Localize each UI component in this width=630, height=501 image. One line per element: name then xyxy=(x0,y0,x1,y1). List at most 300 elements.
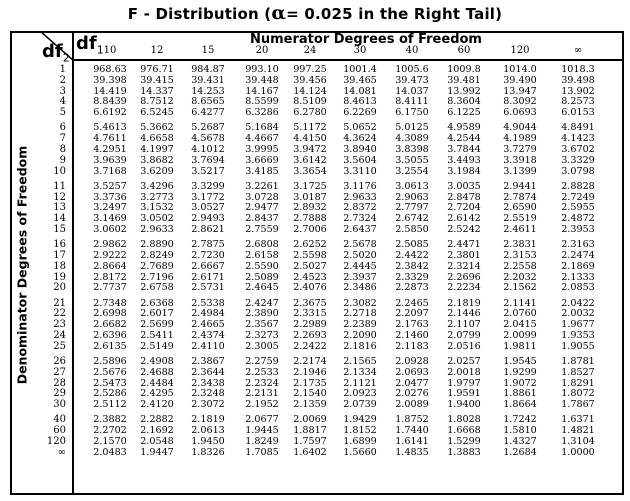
table-cell: 4.4150 xyxy=(293,133,327,145)
table-cell: 2.2097 xyxy=(395,308,429,320)
table-cell: 2.2693 xyxy=(293,330,327,341)
table-cell: 2.1141 xyxy=(503,297,537,309)
table-cell: 3.6669 xyxy=(245,154,279,166)
table-cell: 2.2032 xyxy=(503,271,537,283)
table-cell: 4.6658 xyxy=(140,133,174,145)
table-cell: 2.2533 xyxy=(245,366,279,378)
table-cell: 2.1946 xyxy=(293,366,327,378)
table-cell: 1.7440 xyxy=(395,425,429,437)
table-cell: 1.4327 xyxy=(503,436,537,447)
table-cell: 2.5149 xyxy=(140,340,174,352)
table-cell: 2.5473 xyxy=(93,377,127,389)
table-cell: 3.2773 xyxy=(140,191,174,203)
table-cell: 2.3163 xyxy=(561,239,595,251)
table-cell: 1.6371 xyxy=(561,414,595,426)
table-cell: 2.9222 xyxy=(93,250,127,261)
table-cell: 14.253 xyxy=(191,85,225,97)
table-cell: 2.6998 xyxy=(93,308,127,320)
row-label: 5 xyxy=(59,107,66,119)
table-cell: 2.1460 xyxy=(395,330,429,341)
row-label: 13 xyxy=(53,202,66,214)
table-cell: 1.9400 xyxy=(447,399,481,411)
table-cell: 2.3315 xyxy=(293,308,327,320)
table-cell: 1.6402 xyxy=(293,446,327,458)
table-cell: 3.1725 xyxy=(293,180,327,192)
table-cell: 4.1012 xyxy=(191,144,225,155)
table-cell: 6.1225 xyxy=(447,107,481,119)
table-cell: 1009.8 xyxy=(447,64,481,75)
table-cell: 2.6437 xyxy=(343,224,377,235)
table-cell: 39.415 xyxy=(140,74,174,86)
table-cell: 2.2090 xyxy=(343,330,377,341)
table-cell: 1.8152 xyxy=(343,425,377,437)
table-cell: 2.5085 xyxy=(395,239,429,251)
table-cell: 2.6742 xyxy=(395,213,429,225)
table-cell: 2.7249 xyxy=(561,191,595,203)
row-label: 30 xyxy=(53,399,66,411)
table-cell: 1.8291 xyxy=(561,377,595,389)
table-cell: 2.1121 xyxy=(343,377,377,389)
table-cell: 2.3214 xyxy=(447,260,481,272)
row-label: 23 xyxy=(53,319,66,331)
table-cell: 2.7230 xyxy=(191,250,225,261)
table-cell: 2.1540 xyxy=(293,388,327,400)
row-label: 40 xyxy=(53,414,66,426)
table-cell: 3.8940 xyxy=(343,144,377,155)
table-cell: 2.5519 xyxy=(503,213,537,225)
row-label: 10 xyxy=(53,165,66,177)
table-cell: 3.0728 xyxy=(245,191,279,203)
table-cell: 3.1772 xyxy=(191,191,225,203)
row-label: 120 xyxy=(46,436,66,447)
table-cell: 2.0739 xyxy=(343,399,377,411)
table-cell: 2.3153 xyxy=(503,250,537,261)
table-cell: 13.902 xyxy=(561,85,595,97)
table-cell: 2.4688 xyxy=(140,366,174,378)
table-cell: 6.0693 xyxy=(503,107,537,119)
row-label: ∞ xyxy=(57,446,66,458)
table-cell: 1.9299 xyxy=(503,366,537,378)
table-cell: 2.7737 xyxy=(93,282,127,294)
table-cell: 2.0032 xyxy=(561,308,595,320)
table-cell: 1.9591 xyxy=(447,388,481,400)
table-cell: 2.2131 xyxy=(245,388,279,400)
table-cell: 2.0069 xyxy=(293,414,327,426)
table-cell: 2.1819 xyxy=(447,297,481,309)
table-cell: 3.9472 xyxy=(293,144,327,155)
table-cell: 14.337 xyxy=(140,85,174,97)
table-cell: 2.5598 xyxy=(293,250,327,261)
table-cell: 8.8439 xyxy=(93,96,127,108)
table-cell: 39.456 xyxy=(293,74,327,86)
table-cell: 2.5089 xyxy=(245,271,279,283)
row-label: 16 xyxy=(53,239,66,251)
table-cell: 2.5731 xyxy=(191,282,225,294)
table-cell: 3.4296 xyxy=(140,180,174,192)
table-cell: 5.4613 xyxy=(93,122,127,134)
table-cell: 2.6590 xyxy=(503,202,537,214)
table-cell: 4.1989 xyxy=(503,133,537,145)
table-cell: 984.87 xyxy=(191,64,225,75)
table-cell: 6.1750 xyxy=(395,107,429,119)
table-cell: 3.0502 xyxy=(140,213,174,225)
table-cell: 6.5245 xyxy=(140,107,174,119)
table-cell: 4.1423 xyxy=(561,133,595,145)
table-cell: 1.8861 xyxy=(503,388,537,400)
table-cell: 1018.3 xyxy=(561,64,595,75)
table-cell: 14.124 xyxy=(293,85,327,97)
row-label: 21 xyxy=(53,297,66,309)
table-cell: 2.8932 xyxy=(293,202,327,214)
table-cell: 2.3842 xyxy=(395,260,429,272)
table-cell: 2.0760 xyxy=(503,308,537,320)
table-cell: 2.3953 xyxy=(561,224,595,235)
table-cell: 2.0853 xyxy=(561,282,595,294)
table-cell: 997.25 xyxy=(293,64,327,75)
row-label: 17 xyxy=(53,250,66,261)
row-label: 1 xyxy=(59,64,66,75)
table-cell: 3.1984 xyxy=(447,165,481,177)
column-header: 30 xyxy=(353,45,367,56)
table-cell: 13.947 xyxy=(503,85,537,97)
table-cell: 2.9633 xyxy=(140,224,174,235)
table-cell: 2.1359 xyxy=(293,399,327,411)
table-cell: 2.9493 xyxy=(191,213,225,225)
table-cell: 3.4185 xyxy=(245,165,279,177)
row-label: 19 xyxy=(53,271,66,283)
table-cell: 2.5112 xyxy=(93,399,127,411)
table-cell: 3.0187 xyxy=(293,191,327,203)
df1-label: $df_1$ xyxy=(76,33,104,57)
table-cell: 2.4523 xyxy=(293,271,327,283)
table-cell: 2.3329 xyxy=(395,271,429,283)
table-cell: 2.0677 xyxy=(245,414,279,426)
table-cell: 2.2696 xyxy=(447,271,481,283)
table-cell: 2.0276 xyxy=(395,388,429,400)
table-cell: 2.9441 xyxy=(503,180,537,192)
column-header: 15 xyxy=(201,45,215,56)
table-cell: 3.6209 xyxy=(140,165,174,177)
table-cell: 39.448 xyxy=(245,74,279,86)
table-cell: 5.0125 xyxy=(395,122,429,134)
table-cell: 3.1176 xyxy=(343,180,377,192)
table-cell: 2.7875 xyxy=(191,239,225,251)
table-cell: 1005.6 xyxy=(395,64,429,75)
table-cell: 3.2554 xyxy=(395,165,429,177)
table-cell: 2.7324 xyxy=(343,213,377,225)
table-cell: 2.2873 xyxy=(395,282,429,294)
table-cell: 8.5109 xyxy=(293,96,327,108)
table-cell: 4.1997 xyxy=(140,144,174,155)
table-cell: 3.3110 xyxy=(343,165,377,177)
table-cell: 2.8621 xyxy=(191,224,225,235)
table-cell: 2.0613 xyxy=(191,425,225,437)
table-cell: 3.0798 xyxy=(561,165,595,177)
table-cell: 4.2951 xyxy=(93,144,127,155)
title-prefix: F - Distribution ( xyxy=(127,5,272,23)
table-cell: 2.8478 xyxy=(447,191,481,203)
table-cell: 4.3089 xyxy=(395,133,429,145)
table-cell: 2.4984 xyxy=(191,308,225,320)
table-cell: 2.1816 xyxy=(343,340,377,352)
table-cell: 2.9063 xyxy=(395,191,429,203)
table-cell: 2.4247 xyxy=(245,297,279,309)
table-cell: 4.7611 xyxy=(93,133,127,145)
table-cell: 1.7085 xyxy=(245,446,279,458)
alpha-symbol: α xyxy=(271,2,287,24)
table-cell: 5.0652 xyxy=(343,122,377,134)
table-cell: 2.4110 xyxy=(191,340,225,352)
table-cell: 6.4277 xyxy=(191,107,225,119)
table-cell: 3.2497 xyxy=(93,202,127,214)
table-cell: 2.3273 xyxy=(245,330,279,341)
table-cell: 2.0923 xyxy=(343,388,377,400)
table-cell: 2.2174 xyxy=(293,356,327,367)
table-cell: 5.1684 xyxy=(245,122,279,134)
table-cell: 4.9044 xyxy=(503,122,537,134)
table-cell: 3.9639 xyxy=(93,154,127,166)
table-cell: 2.3567 xyxy=(245,319,279,331)
table-cell: 2.6142 xyxy=(447,213,481,225)
table-cell: 1.6141 xyxy=(395,436,429,447)
table-cell: 2.7006 xyxy=(293,224,327,235)
column-header: 60 xyxy=(457,45,471,56)
table-cell: 1001.4 xyxy=(343,64,377,75)
table-cell: 2.7348 xyxy=(93,297,127,309)
table-cell: 2.0099 xyxy=(503,330,537,341)
table-cell: 39.481 xyxy=(447,74,481,86)
table-cell: 2.4374 xyxy=(191,330,225,341)
table-cell: 2.4611 xyxy=(503,224,537,235)
table-cell: 2.7689 xyxy=(140,260,174,272)
table-cell: 2.2759 xyxy=(245,356,279,367)
table-cell: 2.2702 xyxy=(93,425,127,437)
table-cell: 3.6702 xyxy=(561,144,595,155)
table-cell: 3.7168 xyxy=(93,165,127,177)
row-label: 4 xyxy=(59,96,66,108)
column-header: 40 xyxy=(405,45,419,56)
df2-label: $df_2$ xyxy=(42,41,70,65)
table-cell: 976.71 xyxy=(140,64,174,75)
table-cell: 3.3299 xyxy=(191,180,225,192)
table-cell: 4.2544 xyxy=(447,133,481,145)
table-cell: 3.1469 xyxy=(93,213,127,225)
table-cell: 2.3438 xyxy=(191,377,225,389)
table-cell: 2.0415 xyxy=(503,319,537,331)
table-cell: 3.5604 xyxy=(343,154,377,166)
table-cell: 3.7279 xyxy=(503,144,537,155)
table-cell: 2.0548 xyxy=(140,436,174,447)
table-cell: 2.5699 xyxy=(140,319,174,331)
column-header: 12 xyxy=(150,45,164,56)
table-cell: 3.8398 xyxy=(395,144,429,155)
table-cell: 39.473 xyxy=(395,74,429,86)
table-cell: 6.2780 xyxy=(293,107,327,119)
row-label: 9 xyxy=(59,154,66,166)
table-cell: 1.8028 xyxy=(447,414,481,426)
row-label: 14 xyxy=(53,213,66,225)
row-label: 15 xyxy=(53,224,66,235)
table-cell: 2.8890 xyxy=(140,239,174,251)
table-cell: 5.1172 xyxy=(293,122,327,134)
table-cell: 2.8664 xyxy=(93,260,127,272)
title-suffix: = 0.025 in the Right Tail) xyxy=(286,5,503,23)
table-cell: 2.3890 xyxy=(245,308,279,320)
table-cell: 2.4076 xyxy=(293,282,327,294)
table-cell: 968.63 xyxy=(93,64,127,75)
row-label: 24 xyxy=(53,330,66,341)
table-cell: 39.431 xyxy=(191,74,225,86)
table-cell: 2.5242 xyxy=(447,224,481,235)
table-cell: 2.6396 xyxy=(93,330,127,341)
table-cell: 2.1565 xyxy=(343,356,377,367)
table-cell: 2.4422 xyxy=(395,250,429,261)
row-label: 28 xyxy=(53,377,66,389)
column-header: 24 xyxy=(303,45,317,56)
table-cell: 2.1334 xyxy=(343,366,377,378)
table-cell: 2.2718 xyxy=(343,308,377,320)
table-cell: 8.5599 xyxy=(245,96,279,108)
table-cell: 2.1107 xyxy=(447,319,481,331)
table-cell: 2.3248 xyxy=(191,388,225,400)
table-cell: 2.2474 xyxy=(561,250,595,261)
row-label: 8 xyxy=(59,144,66,155)
table-cell: 2.5027 xyxy=(293,260,327,272)
row-label: 6 xyxy=(59,122,66,134)
row-label: 18 xyxy=(53,260,66,272)
table-cell: 3.9995 xyxy=(245,144,279,155)
table-cell: 3.1532 xyxy=(140,202,174,214)
table-cell: 2.2324 xyxy=(245,377,279,389)
table-cell: 3.1399 xyxy=(503,165,537,177)
table-cell: 8.4111 xyxy=(395,96,429,108)
table-cell: 8.2573 xyxy=(561,96,595,108)
row-label: 3 xyxy=(59,85,66,97)
table-cell: 1.8527 xyxy=(561,366,595,378)
table-cell: 2.0799 xyxy=(447,330,481,341)
table-cell: 39.465 xyxy=(343,74,377,86)
table-cell: 1.9545 xyxy=(503,356,537,367)
table-cell: 2.0483 xyxy=(93,446,127,458)
table-cell: 3.0613 xyxy=(395,180,429,192)
row-label: 11 xyxy=(53,180,66,192)
table-cell: 8.6565 xyxy=(191,96,225,108)
table-cell: 14.081 xyxy=(343,85,377,97)
table-cell: 2.9477 xyxy=(245,202,279,214)
table-cell: 1.5810 xyxy=(503,425,537,437)
table-cell: 2.1446 xyxy=(447,308,481,320)
row-label: 2 xyxy=(59,74,66,86)
table-cell: 2.4295 xyxy=(140,388,174,400)
table-cell: 1.9445 xyxy=(245,425,279,437)
table-cell: 2.6758 xyxy=(140,282,174,294)
table-cell: 2.3082 xyxy=(343,297,377,309)
table-cell: 14.167 xyxy=(245,85,279,97)
table-cell: 1.5660 xyxy=(343,446,377,458)
table-cell: 2.1819 xyxy=(191,414,225,426)
table-cell: 1.9811 xyxy=(503,340,537,352)
table-cell: 3.5055 xyxy=(395,154,429,166)
table-cell: 2.3072 xyxy=(191,399,225,411)
table-cell: 1.9072 xyxy=(503,377,537,389)
table-cell: 2.6135 xyxy=(93,340,127,352)
table-cell: 1.9353 xyxy=(561,330,595,341)
table-cell: 8.3604 xyxy=(447,96,481,108)
column-header: 120 xyxy=(510,45,530,56)
table-cell: 2.6808 xyxy=(245,239,279,251)
table-cell: 2.5286 xyxy=(93,388,127,400)
table-cell: 1.7867 xyxy=(561,399,595,411)
table-cell: 1.9677 xyxy=(561,319,595,331)
table-cell: 2.8249 xyxy=(140,250,174,261)
table-cell: 2.9862 xyxy=(93,239,127,251)
table-cell: 2.0018 xyxy=(447,366,481,378)
table-cell: 2.2558 xyxy=(503,260,537,272)
table-cell: 8.7512 xyxy=(140,96,174,108)
table-cell: 2.9633 xyxy=(343,191,377,203)
table-cell: 2.1952 xyxy=(245,399,279,411)
table-cell: 2.6171 xyxy=(191,271,225,283)
table-cell: 4.8491 xyxy=(561,122,595,134)
table-cell: 1.9429 xyxy=(343,414,377,426)
table-cell: 2.4120 xyxy=(140,399,174,411)
table-cell: 2.1869 xyxy=(561,260,595,272)
table-cell: 2.7559 xyxy=(245,224,279,235)
table-cell: 1.3104 xyxy=(561,436,595,447)
table-cell: 2.1562 xyxy=(503,282,537,294)
table-cell: 1.4821 xyxy=(561,425,595,437)
table-cell: 3.7694 xyxy=(191,154,225,166)
row-label: 25 xyxy=(53,340,66,352)
table-cell: 2.8828 xyxy=(561,180,595,192)
table-cell: 2.0477 xyxy=(395,377,429,389)
table-cell: 1.3883 xyxy=(447,446,481,458)
table-cell: 2.1692 xyxy=(140,425,174,437)
table-cell: 3.8682 xyxy=(140,154,174,166)
header-divider xyxy=(72,59,624,61)
table-cell: 2.8437 xyxy=(245,213,279,225)
table-cell: 2.7888 xyxy=(293,213,327,225)
table-cell: 2.5020 xyxy=(343,250,377,261)
table-cell: 14.419 xyxy=(93,85,127,97)
table-cell: 2.3882 xyxy=(93,414,127,426)
table-cell: 2.5411 xyxy=(140,330,174,341)
table-cell: 2.7797 xyxy=(395,202,429,214)
table-cell: 2.7204 xyxy=(447,202,481,214)
table-cell: 3.3736 xyxy=(93,191,127,203)
table-cell: 1.8664 xyxy=(503,399,537,411)
table-cell: 1.8326 xyxy=(191,446,225,458)
table-cell: 2.3801 xyxy=(447,250,481,261)
table-cell: 3.2261 xyxy=(245,180,279,192)
table-cell: 2.2422 xyxy=(293,340,327,352)
row-label: 7 xyxy=(59,133,66,145)
table-cell: 1.8249 xyxy=(245,436,279,447)
table-cell: 2.3644 xyxy=(191,366,225,378)
table-cell: 2.5850 xyxy=(395,224,429,235)
table-cell: 14.037 xyxy=(395,85,429,97)
table-cell: 2.6368 xyxy=(140,297,174,309)
table-cell: 2.4908 xyxy=(140,356,174,367)
table-cell: 3.7844 xyxy=(447,144,481,155)
table-cell: 2.1735 xyxy=(293,377,327,389)
row-label: 12 xyxy=(53,191,66,203)
table-cell: 2.1333 xyxy=(561,271,595,283)
column-header: ∞ xyxy=(573,45,583,56)
table-cell: 1.8817 xyxy=(293,425,327,437)
table-cell: 2.3005 xyxy=(245,340,279,352)
table-cell: 2.4665 xyxy=(191,319,225,331)
